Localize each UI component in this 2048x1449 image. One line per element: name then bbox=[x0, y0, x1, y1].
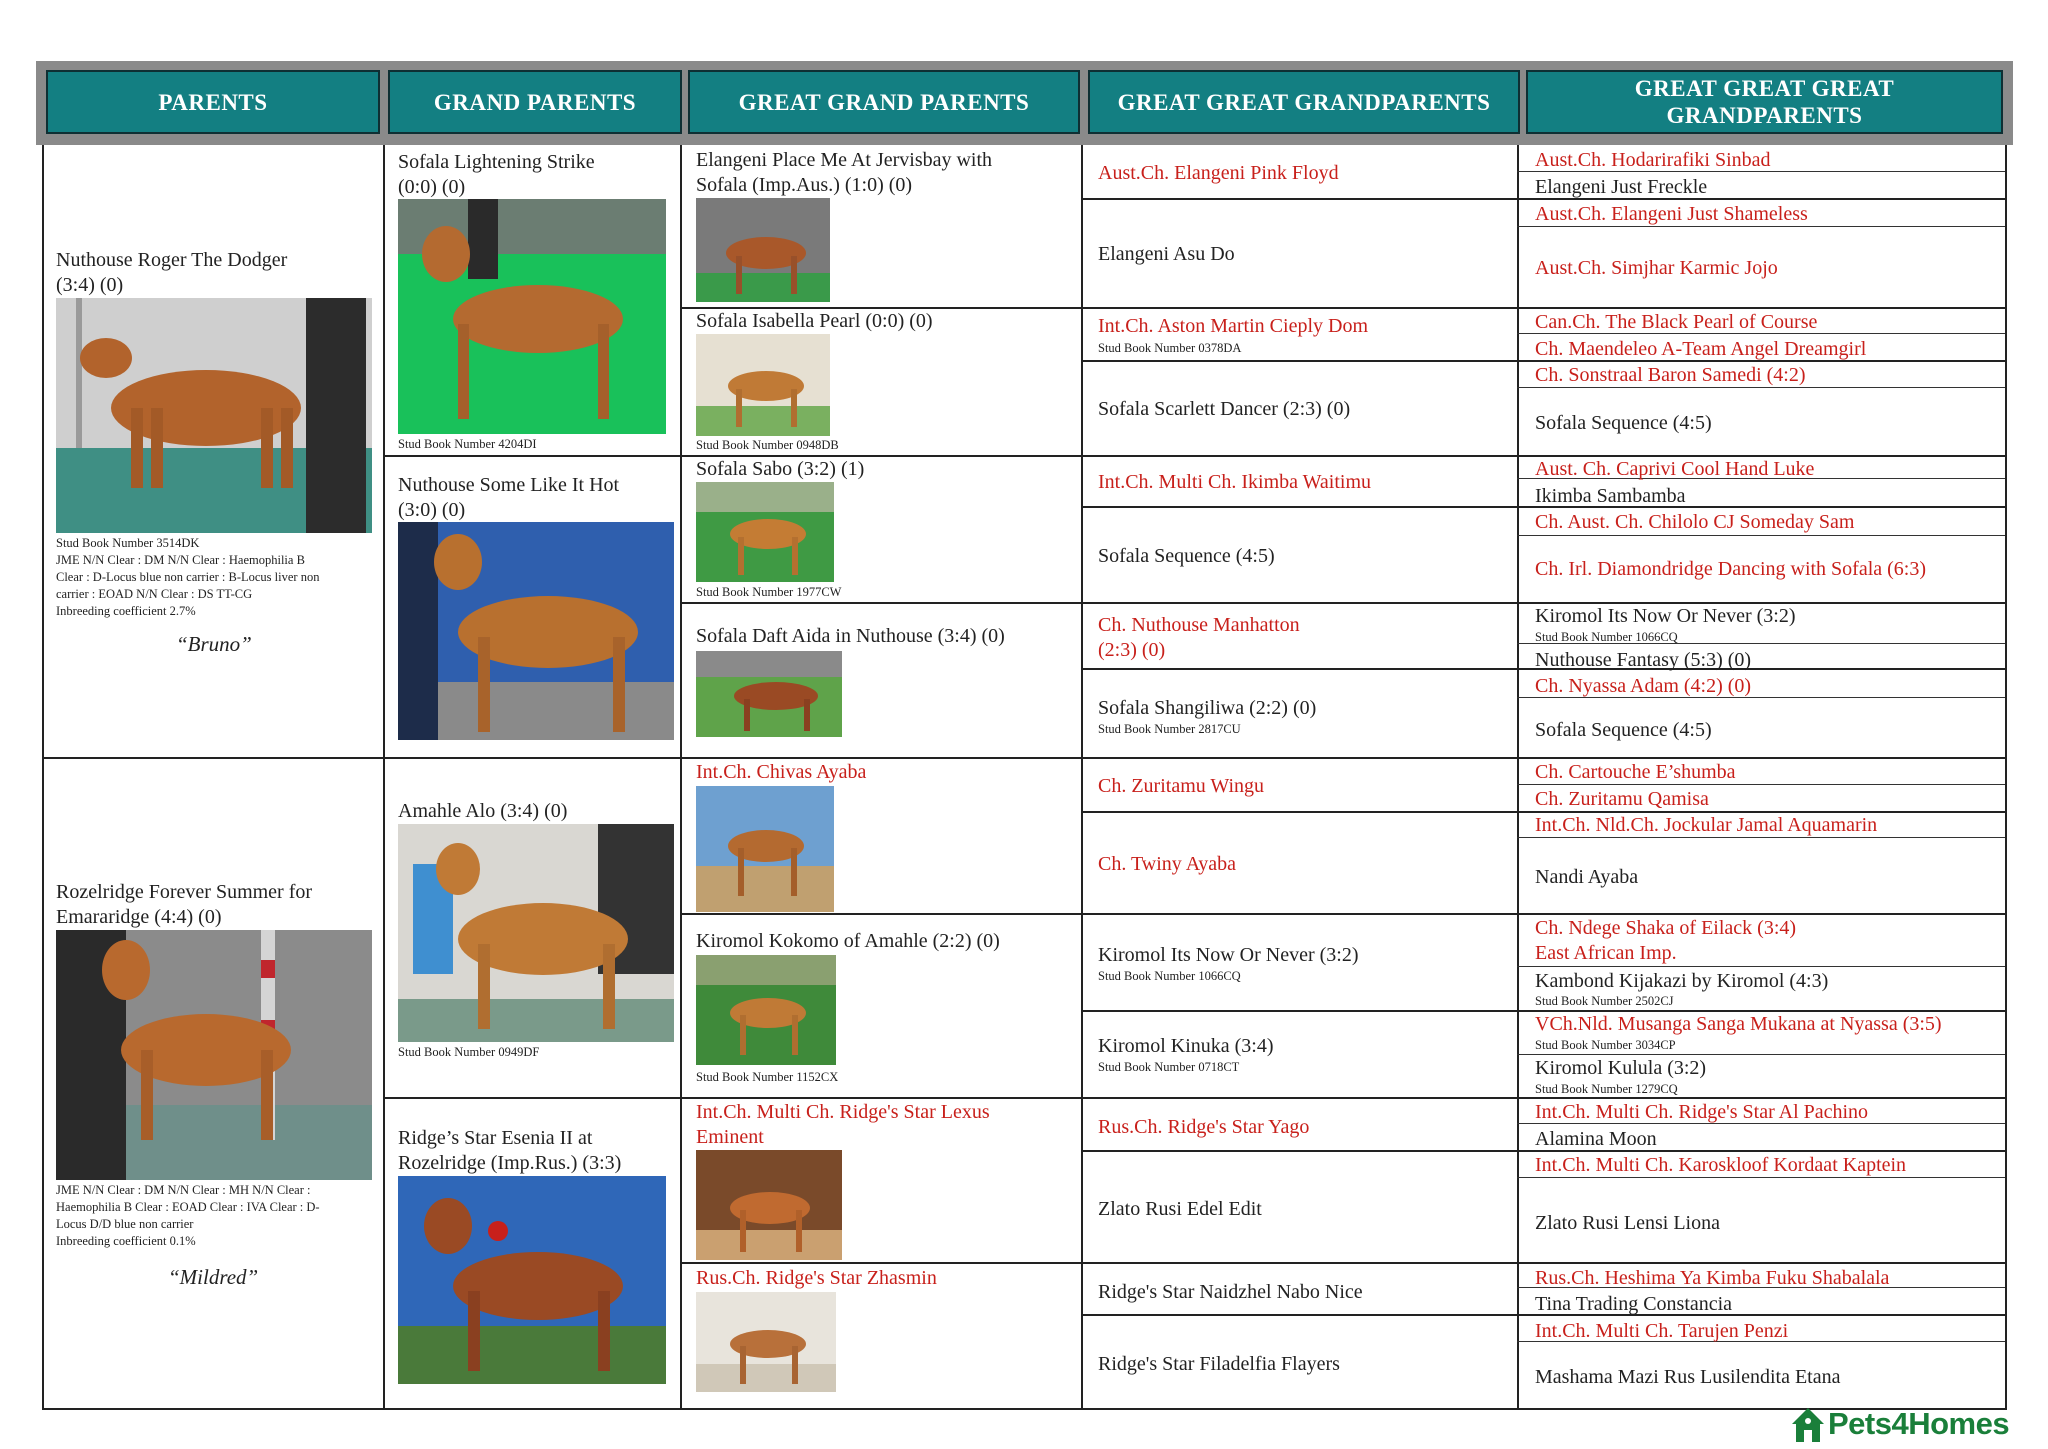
ggg-grandparent-name: Mashama Mazi Rus Lusilendita Etana bbox=[1535, 1366, 1841, 1388]
great-grandparent-name-cont: Eminent bbox=[696, 1126, 764, 1148]
ggg-grandparent-name: Nandi Ayaba bbox=[1535, 866, 1639, 888]
gg-grandparent-name: Ridge's Star Naidzhel Nabo Nice bbox=[1098, 1281, 1363, 1303]
gg-grandparent-name: Ch. Zuritamu Wingu bbox=[1098, 775, 1265, 797]
gg-grandparent-name: Zlato Rusi Edel Edit bbox=[1098, 1198, 1262, 1220]
gg-grandparent-name: Aust.Ch. Elangeni Pink Floyd bbox=[1098, 162, 1339, 184]
gg-grandparent-name: Kiromol Kinuka (3:4) bbox=[1098, 1035, 1274, 1057]
ggg-grandparent-name: Kambond Kijakazi by Kiromol (4:3) bbox=[1535, 970, 1829, 992]
grandparent-photo bbox=[398, 824, 674, 1042]
pets4homes-logo[interactable] bbox=[1790, 1401, 2030, 1447]
header-bar bbox=[36, 61, 2013, 145]
gg-grandparent-name: Kiromol Its Now Or Never (3:2) bbox=[1098, 944, 1359, 966]
dam-nickname: “Mildred” bbox=[168, 1265, 259, 1289]
gg-grandparent-name: Ch. Twiny Ayaba bbox=[1098, 853, 1237, 875]
grandparent-stud-number: Stud Book Number 0949DF bbox=[398, 1045, 540, 1059]
header-grand-parents: GRAND PARENTS bbox=[388, 70, 682, 134]
gg-grandparent-stud-number: Stud Book Number 1066CQ bbox=[1098, 969, 1241, 983]
great-grandparent-photo bbox=[696, 786, 834, 912]
great-grandparent-photo bbox=[696, 198, 830, 302]
great-grandparent-name: Sofala Daft Aida in Nuthouse (3:4) (0) bbox=[696, 625, 1005, 647]
logo-text: Pets4Homes bbox=[1828, 1406, 2010, 1441]
great-grandparent-photo bbox=[696, 1150, 842, 1260]
header-ggg-grandparents: GREAT GREAT GREAT GRANDPARENTS bbox=[1526, 70, 2003, 134]
sire-photo bbox=[56, 298, 372, 533]
ggg-grandparent-name: Aust.Ch. Hodarirafiki Sinbad bbox=[1535, 149, 1771, 171]
ggg-grandparent-stud-number: Stud Book Number 3034CP bbox=[1535, 1038, 1676, 1052]
great-grandparent-stud-number: Stud Book Number 1152CX bbox=[696, 1070, 839, 1084]
gg-grandparent-name: Sofala Sequence (4:5) bbox=[1098, 545, 1275, 567]
great-grandparent-name: Kiromol Kokomo of Amahle (2:2) (0) bbox=[696, 930, 1000, 952]
ggg-grandparent-name: Elangeni Just Freckle bbox=[1535, 176, 1708, 198]
ggg-grandparent-name: Int.Ch. Multi Ch. Tarujen Penzi bbox=[1535, 1320, 1789, 1342]
ggg-grandparent-stud-number: Stud Book Number 1066CQ bbox=[1535, 630, 1678, 644]
ggg-grandparent-name: Can.Ch. The Black Pearl of Course bbox=[1535, 311, 1818, 333]
grandparent-score: (3:0) (0) bbox=[398, 499, 466, 521]
ggg-grandparent-name: Int.Ch. Nld.Ch. Jockular Jamal Aquamarin bbox=[1535, 814, 1878, 836]
grandparent-name: Nuthouse Some Like It Hot bbox=[398, 474, 620, 496]
ggg-grandparent-name: Ch. Zuritamu Qamisa bbox=[1535, 788, 1709, 810]
grandparent-photo bbox=[398, 1176, 666, 1384]
ggg-grandparent-name: Aust.Ch. Simjhar Karmic Jojo bbox=[1535, 257, 1778, 279]
ggg-grandparent-name: Kiromol Its Now Or Never (3:2) bbox=[1535, 605, 1796, 627]
ggg-grandparent-name: Alamina Moon bbox=[1535, 1128, 1657, 1150]
gg-grandparent-stud-number: Stud Book Number 0378DA bbox=[1098, 341, 1242, 355]
great-grandparent-photo bbox=[696, 334, 830, 436]
grandparent-name: Sofala Lightening Strike bbox=[398, 151, 595, 173]
ggg-grandparent-name: Kiromol Kulula (3:2) bbox=[1535, 1057, 1707, 1079]
ggg-grandparent-name: Sofala Sequence (4:5) bbox=[1535, 412, 1712, 434]
ggg-grandparent-name: Aust.Ch. Elangeni Just Shameless bbox=[1535, 203, 1808, 225]
dam-notes: JME N/N Clear : DM N/N Clear : MH N/N Clear : Haemophilia B Clear : EOAD Clear : IVA Clear : D- Locus D/D blue non carrier Inbreeding coefficient 0.1% bbox=[56, 1183, 320, 1248]
ggg-grandparent-name: Ch. Sonstraal Baron Samedi (4:2) bbox=[1535, 364, 1806, 386]
parent-dam-score: Emararidge (4:4) (0) bbox=[56, 906, 222, 928]
dam-photo bbox=[56, 930, 372, 1180]
great-grandparent-name: Sofala Sabo (3:2) (1) bbox=[696, 458, 865, 480]
gg-grandparent-name: Int.Ch. Aston Martin Cieply Dom bbox=[1098, 315, 1368, 337]
grandparent-photo bbox=[398, 522, 674, 740]
ggg-grandparent-name-cont: East African Imp. bbox=[1535, 942, 1677, 964]
parent-sire-name: Nuthouse Roger The Dodger bbox=[56, 249, 288, 271]
sire-notes: Stud Book Number 3514DK JME N/N Clear : DM N/N Clear : Haemophilia B Clear : D-Locus blue non carrier : B-Locus liver non carrier : EOAD N/N Clear : DS TT-CG Inbreeding coefficient 2.7% bbox=[56, 536, 320, 618]
gg-grandparent-name: Int.Ch. Multi Ch. Ikimba Waitimu bbox=[1098, 471, 1372, 493]
great-grandparent-name: Int.Ch. Multi Ch. Ridge's Star Lexus bbox=[696, 1101, 990, 1123]
grandparent-name: Ridge’s Star Esenia II at bbox=[398, 1127, 593, 1149]
ggg-grandparent-stud-number: Stud Book Number 2502CJ bbox=[1535, 994, 1674, 1008]
parent-sire-score: (3:4) (0) bbox=[56, 274, 124, 296]
great-grandparent-photo bbox=[696, 651, 842, 737]
gg-grandparent-name: Sofala Scarlett Dancer (2:3) (0) bbox=[1098, 398, 1351, 420]
header-great-grand-parents: GREAT GRAND PARENTS bbox=[688, 70, 1080, 134]
ggg-grandparent-name: Ch. Maendeleo A-Team Angel Dreamgirl bbox=[1535, 338, 1867, 360]
gg-grandparent-score: (2:3) (0) bbox=[1098, 639, 1166, 661]
ggg-grandparent-name: Ch. Aust. Ch. Chilolo CJ Someday Sam bbox=[1535, 511, 1855, 533]
ggg-grandparent-name: Int.Ch. Multi Ch. Ridge's Star Al Pachino bbox=[1535, 1101, 1869, 1123]
ggg-grandparent-name: Ch. Cartouche E’shumba bbox=[1535, 761, 1736, 783]
ggg-grandparent-name: Ch. Irl. Diamondridge Dancing with Sofala (6:3) bbox=[1535, 558, 1927, 580]
grandparent-stud-number: Stud Book Number 4204DI bbox=[398, 437, 537, 451]
header-great-great-grandparents: GREAT GREAT GRANDPARENTS bbox=[1088, 70, 1520, 134]
ggg-grandparent-name: Ch. Nyassa Adam (4:2) (0) bbox=[1535, 675, 1752, 697]
great-grandparent-name: Int.Ch. Chivas Ayaba bbox=[696, 761, 867, 783]
ggg-grandparent-name: Nuthouse Fantasy (5:3) (0) bbox=[1535, 649, 1752, 671]
grandparent-name: Amahle Alo (3:4) (0) bbox=[398, 800, 568, 822]
great-grandparent-name: Elangeni Place Me At Jervisbay with bbox=[696, 149, 993, 171]
ggg-grandparent-stud-number: Stud Book Number 1279CQ bbox=[1535, 1082, 1678, 1096]
parent-dam-name: Rozelridge Forever Summer for bbox=[56, 881, 313, 903]
ggg-grandparent-name: Ch. Ndege Shaka of Eilack (3:4) bbox=[1535, 917, 1797, 939]
great-grandparent-stud-number: Stud Book Number 0948DB bbox=[696, 438, 839, 452]
grandparent-photo bbox=[398, 199, 666, 434]
gg-grandparent-name: Rus.Ch. Ridge's Star Yago bbox=[1098, 1116, 1310, 1138]
great-grandparent-photo bbox=[696, 482, 834, 582]
gg-grandparent-name: Ridge's Star Filadelfia Flayers bbox=[1098, 1353, 1340, 1375]
header-parents: PARENTS bbox=[46, 70, 380, 134]
grandparent-score: (0:0) (0) bbox=[398, 176, 466, 198]
great-grandparent-name: Sofala Isabella Pearl (0:0) (0) bbox=[696, 310, 933, 332]
house-icon bbox=[1790, 1404, 1826, 1444]
ggg-grandparent-name: Tina Trading Constancia bbox=[1535, 1293, 1733, 1315]
great-grandparent-photo bbox=[696, 1292, 836, 1392]
gg-grandparent-name: Sofala Shangiliwa (2:2) (0) bbox=[1098, 697, 1317, 719]
ggg-grandparent-name: Sofala Sequence (4:5) bbox=[1535, 719, 1712, 741]
sire-nickname: “Bruno” bbox=[176, 632, 252, 656]
gg-grandparent-stud-number: Stud Book Number 0718CT bbox=[1098, 1060, 1240, 1074]
great-grandparent-score: Sofala (Imp.Aus.) (1:0) (0) bbox=[696, 174, 913, 196]
ggg-grandparent-name: Rus.Ch. Heshima Ya Kimba Fuku Shabalala bbox=[1535, 1267, 1890, 1289]
gg-grandparent-name: Elangeni Asu Do bbox=[1098, 243, 1235, 265]
ggg-grandparent-name: VCh.Nld. Musanga Sanga Mukana at Nyassa (3:5) bbox=[1535, 1013, 1942, 1035]
great-grandparent-stud-number: Stud Book Number 1977CW bbox=[696, 585, 842, 599]
ggg-grandparent-name: Aust. Ch. Caprivi Cool Hand Luke bbox=[1535, 458, 1815, 480]
ggg-grandparent-name: Ikimba Sambamba bbox=[1535, 485, 1686, 507]
gg-grandparent-stud-number: Stud Book Number 2817CU bbox=[1098, 722, 1241, 736]
great-grandparent-name: Rus.Ch. Ridge's Star Zhasmin bbox=[696, 1267, 937, 1289]
gg-grandparent-name: Ch. Nuthouse Manhatton bbox=[1098, 614, 1300, 636]
grandparent-score: Rozelridge (Imp.Rus.) (3:3) bbox=[398, 1152, 622, 1174]
ggg-grandparent-name: Int.Ch. Multi Ch. Karoskloof Kordaat Kaptein bbox=[1535, 1154, 1907, 1176]
ggg-grandparent-name: Zlato Rusi Lensi Liona bbox=[1535, 1212, 1720, 1234]
great-grandparent-photo bbox=[696, 955, 836, 1065]
